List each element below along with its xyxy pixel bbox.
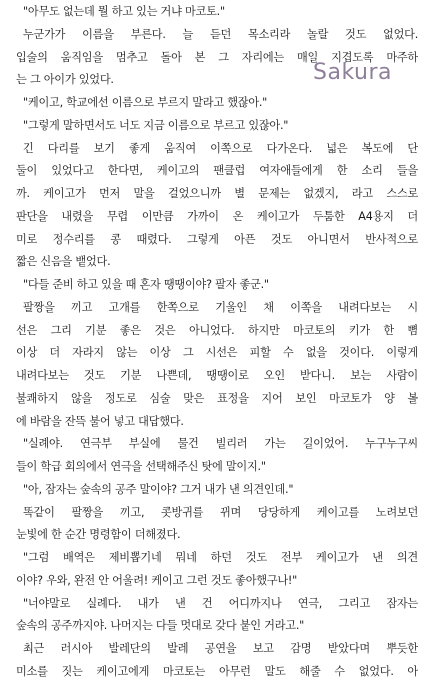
- text-line: 내려다보는 것도 기분 나쁜데, 땡땡이로 오인 받다니. 보는 사람이: [16, 369, 418, 382]
- watermark-signature: Sakura: [313, 60, 392, 85]
- text-line: "케이고, 학교에선 이름으로 부르지 말라고 했잖아.": [23, 96, 268, 109]
- text-line: 똑같이 팔짱을 끼고, 콧방귀를 뀌며 당당하게 케이고를 노려보던: [23, 505, 418, 519]
- text-line: "아무도 없는데 뭘 하고 있는 거냐 마코토.": [23, 5, 225, 18]
- text-line: 눈빛에 한 순간 명령함이 더해졌다.: [16, 528, 181, 542]
- text-line: 긴 다리를 보기 좋게 움직여 이쪽으로 다가온다. 넓은 복도에 단: [23, 141, 418, 155]
- text-line: 입술의 움직임을 멈추고 돌아 본 그 자리에는 매일 지겹도록 마주하: [16, 50, 418, 64]
- text-line: 미소를 짓는 케이고에게 마코토는 아무런 말도 해줄 수 없었다. 아: [16, 664, 418, 678]
- text-line: "너야말로 실례다. 내가 낸 건 어디까지나 연극, 그리고 잠자는: [23, 596, 418, 610]
- text-line: 숲속의 공주까지야. 나머지는 다들 멋대로 갖다 붙인 거라고.": [16, 619, 305, 633]
- text-line: 팔짱을 끼고 고개를 한쪽으로 기울인 채 이쪽을 내려다보는 시: [23, 300, 418, 314]
- text-line: "그렇게 말하면서도 너도 지금 이름으로 부르고 있잖아.": [23, 118, 289, 132]
- text-line: 불쾌하지 않을 정도로 심술 맞은 표정을 지어 보인 마코토가 양 볼: [16, 391, 418, 405]
- text-line: 짧은 신음을 뱉었다.: [16, 255, 111, 269]
- text-line: 들이 학급 회의에서 연극을 선택해주신 탓에 말이지.": [16, 460, 266, 473]
- text-line: "아, 잠자는 숲속의 공주 말이야? 그거 내가 낸 의견인데.": [23, 482, 294, 496]
- text-line: 까. 케이고가 먼저 말을 걸었으니까 별 문제는 없겠지, 라고 스스로: [16, 187, 418, 200]
- text-line: 이야? 우와, 완전 안 어울려! 케이고 그런 것도 좋아했구나!": [16, 573, 298, 587]
- text-line: 는 그 아이가 있었다.: [16, 73, 114, 87]
- text-line: "그럼 배역은 제비뽑기네 뭐네 하던 것도 전부 케이고가 낸 의견: [23, 551, 418, 564]
- text-line: 미로 정수리를 콩 때렸다. 그렇게 아픈 것도 아니면서 반사적으로: [16, 232, 418, 246]
- text-line: 누군가가 이름을 부른다. 늘 듣던 목소리라 놀랄 것도 없었다.: [23, 27, 418, 41]
- text-line: 최근 러시아 발레단의 발레 공연을 보고 감명 받았다며 뿌듯한: [23, 642, 418, 655]
- text-line: 둘이 있었다고 한다면, 케이고의 팬클럽 여자애들에게 한 소리 들을: [16, 164, 418, 178]
- text-line: 선은 그리 기분 좋은 것은 아니었다. 하지만 마코토의 키가 한 뼘: [16, 323, 418, 337]
- text-line: "다들 준비 하고 있을 때 혼자 땡땡이야? 팔자 좋군.": [23, 278, 269, 291]
- text-line: "실례야. 연극부 부실에 물건 빌리러 가는 길이었어. 누구누구씨: [23, 437, 418, 451]
- text-line: 에 바람을 잔뜩 불어 넣고 대답했다.: [16, 414, 184, 428]
- text-line: 판단을 내렸을 무렵 이만큼 가까이 온 케이고가 두툼한 A4용지 더: [16, 209, 418, 223]
- text-line: 이상 더 자라지 않는 이상 그 시선은 피할 수 없을 것이다. 이렇게: [16, 346, 418, 360]
